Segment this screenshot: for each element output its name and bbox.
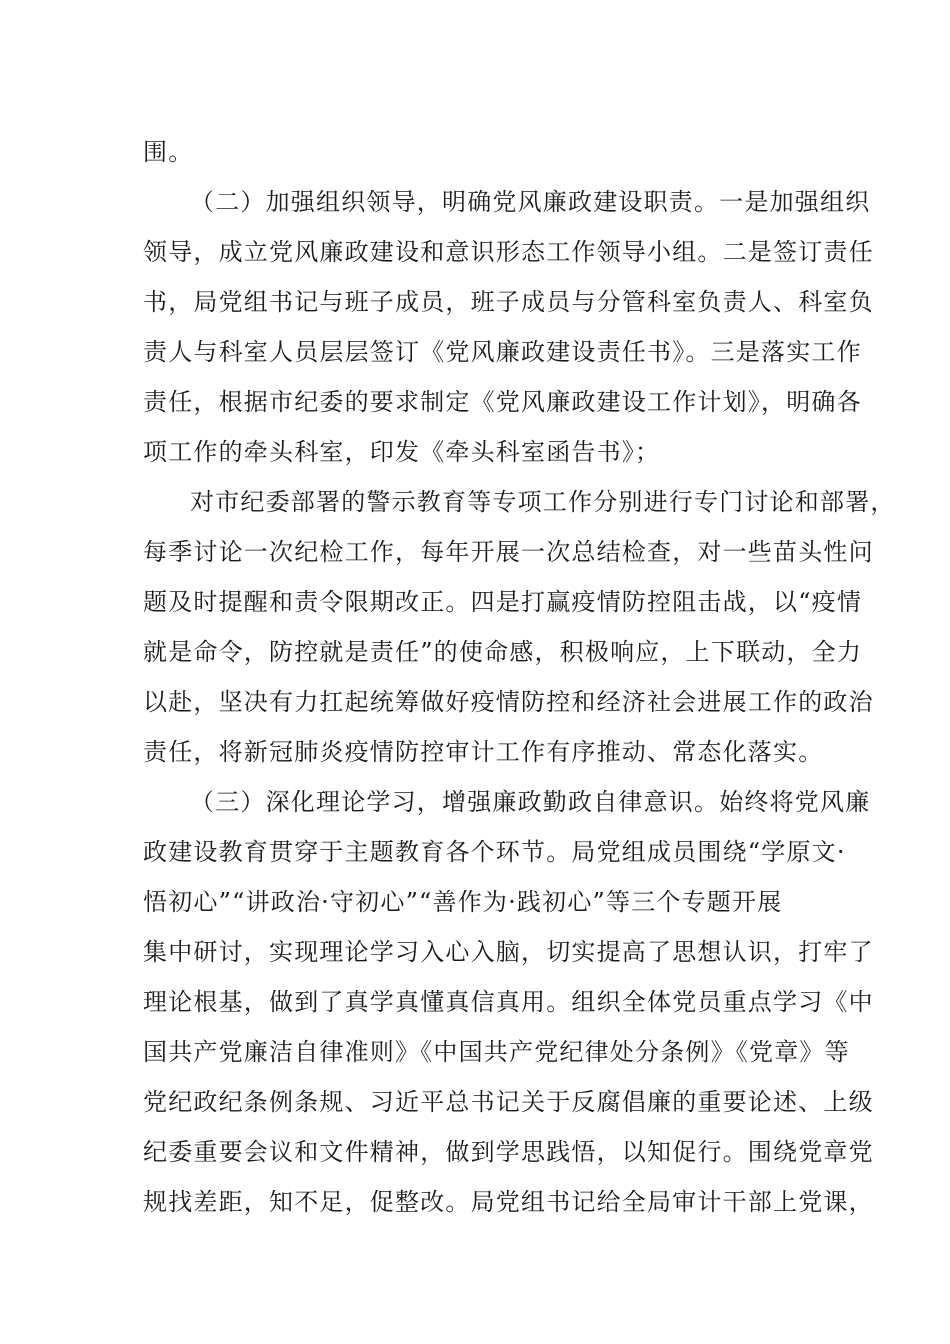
text-line: 国共产党廉洁自律准则》《中国共产党纪律处分条例》《党章》等 xyxy=(143,1038,850,1066)
text-line: 纪委重要会议和文件精神，做到学思践悟，以知促行。围绕党章党 xyxy=(143,1138,874,1166)
text-line: 每季讨论一次纪检工作，每年开展一次总结检查，对一些苗头性问 xyxy=(143,538,874,566)
text-line: 就是命令，防控就是责任”的使命感，积极响应，上下联动，全力 xyxy=(143,638,863,666)
text-line: 项工作的牵头科室，印发《牵头科室函告书》； xyxy=(143,438,661,466)
text-line: 书，局党组书记与班子成员，班子成员与分管科室负责人、科室负 xyxy=(143,288,874,316)
text-line: 以赴，坚决有力扛起统筹做好疫情防控和经济社会进展工作的政治 xyxy=(143,688,874,716)
text-line: 悟初心”“讲政治·守初心”“善作为·践初心”等三个专题开展 xyxy=(143,888,783,916)
text-line: 围。 xyxy=(143,138,194,166)
text-line: 对市纪委部署的警示教育等专项工作分别进行专门讨论和部署， xyxy=(190,488,896,516)
text-line: 责任，将新冠肺炎疫情防控审计工作有序推动、常态化落实。 xyxy=(143,738,824,766)
text-line: （三）深化理论学习，增强廉政勤政自律意识。始终将党风廉 xyxy=(190,788,871,816)
text-line: 责人与科室人员层层签订《党风廉政建设责任书》。三是落实工作 xyxy=(143,338,862,366)
text-line: 党纪政纪条例条规、习近平总书记关于反腐倡廉的重要论述、上级 xyxy=(143,1088,874,1116)
text-line: 集中研讨，实现理论学习入心入脑，切实提高了思想认识，打牢了 xyxy=(143,938,874,966)
text-line: （二）加强组织领导，明确党风廉政建设职责。一是加强组织 xyxy=(190,188,871,216)
text-line: 题及时提醒和责令限期改正。四是打赢疫情防控阻击战，以“疫情 xyxy=(143,588,863,616)
text-line: 理论根基，做到了真学真懂真信真用。组织全体党员重点学习《中 xyxy=(143,988,874,1016)
text-line: 规找差距，知不足，促整改。局党组书记给全局审计干部上党课， xyxy=(143,1188,874,1216)
text-line: 领导，成立党风廉政建设和意识形态工作领导小组。二是签订责任 xyxy=(143,238,874,266)
text-line: 政建设教育贯穿于主题教育各个环节。局党组成员围绕“学原文· xyxy=(143,838,846,866)
text-line: 责任，根据市纪委的要求制定《党风廉政建设工作计划》，明确各 xyxy=(143,388,862,416)
